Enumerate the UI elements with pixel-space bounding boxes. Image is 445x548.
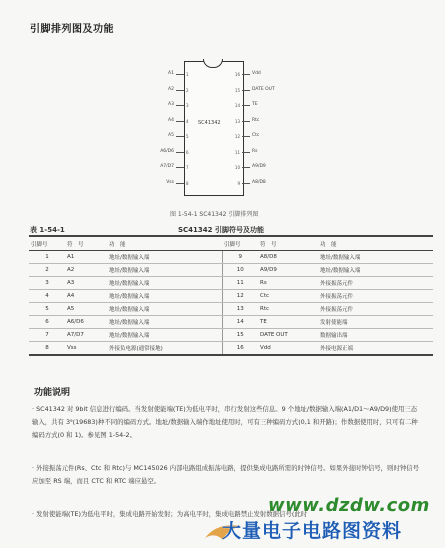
ic-chip-name: SC41342 — [198, 120, 221, 126]
pin-number-right: 10 — [234, 165, 240, 170]
table-row — [29, 277, 433, 290]
pin-lead-left — [176, 90, 184, 91]
cell-symbol-2: Rtc — [258, 303, 318, 316]
table-row — [29, 342, 433, 356]
cell-symbol: A1 — [65, 251, 107, 264]
paragraph-3: · 发射使能端(TE)为低电平时，集成电路开始发射；为高电平时，集成电路禁止发射数据信号(此时 — [32, 510, 308, 518]
cell-function-2: 外接振荡元件 — [318, 303, 433, 316]
cell-pin-no: 6 — [29, 316, 65, 329]
cell-function-2: 外接电源正端 — [318, 342, 433, 356]
cell-function-2: 外接振荡元件 — [318, 277, 433, 290]
table-header-row — [29, 236, 433, 251]
cell-pin-no-2: 16 — [222, 342, 258, 356]
cell-symbol: A5 — [65, 303, 107, 316]
cell-function: 地址/数据输入端 — [107, 277, 222, 290]
cell-symbol: Vss — [65, 342, 107, 356]
cell-function-2: 数据输出端 — [318, 329, 433, 342]
table-title: SC41342 引脚符号及功能 — [178, 226, 264, 234]
table-row — [29, 329, 433, 342]
cell-symbol: A7/D7 — [65, 329, 107, 342]
page-heading: 引脚排列图及功能 — [30, 24, 114, 35]
cell-function-2: 外接振荡元件 — [318, 290, 433, 303]
cell-symbol: A4 — [65, 290, 107, 303]
cell-symbol-2: Ctc — [258, 290, 318, 303]
cell-function: 地址/数据输入端 — [107, 303, 222, 316]
cell-pin-no-2: 11 — [222, 277, 258, 290]
pin-label-left: A2 — [168, 86, 174, 92]
pin-lead-right — [242, 136, 250, 137]
pin-lead-right — [242, 183, 250, 184]
pin-lead-left — [176, 121, 184, 122]
cell-symbol-2: A8/D8 — [258, 251, 318, 264]
pin-number-right: 11 — [234, 149, 240, 155]
cell-function: 地址/数据输入端 — [107, 251, 222, 264]
section-title: 功能说明 — [34, 388, 71, 398]
cell-pin-no: 7 — [29, 329, 65, 342]
cell-pin-no: 5 — [29, 303, 65, 316]
cell-symbol-2: DATE OUT — [258, 329, 318, 342]
pin-label-left: Vss — [166, 179, 174, 185]
pin-label-right: A9/D9 — [252, 164, 266, 169]
cell-pin-no: 1 — [29, 251, 65, 264]
pin-number-right: 14 — [234, 103, 240, 108]
pin-number-right: 12 — [234, 134, 240, 139]
cell-pin-no-2: 12 — [222, 290, 258, 303]
cell-function: 地址/数据输入端 — [107, 290, 222, 303]
pin-number-left: 1 — [186, 72, 189, 77]
cell-pin-no-2: 10 — [222, 264, 258, 277]
cell-function-2: 发射使能端 — [318, 316, 433, 329]
cell-pin-no: 3 — [29, 277, 65, 290]
pin-label-right: TE — [252, 102, 258, 107]
pin-label-left: A6/D6 — [160, 148, 174, 154]
pin-number-right: 9 — [237, 180, 240, 186]
pin-lead-left — [176, 183, 184, 184]
pin-number-left: 8 — [186, 180, 189, 186]
cell-symbol-2: Vdd — [258, 342, 318, 356]
header-pin-no-2: 引脚号 — [222, 236, 258, 251]
pin-number-left: 7 — [186, 165, 189, 170]
cell-function-2: 地址/数据输入端 — [318, 251, 433, 264]
pin-lead-left — [176, 136, 184, 137]
pin-lead-right — [242, 152, 250, 153]
pin-lead-left — [176, 74, 184, 75]
pin-number-right: 15 — [234, 87, 240, 93]
pin-lead-right — [242, 90, 250, 91]
cell-function: 地址/数据输入端 — [107, 264, 222, 277]
header-symbol: 符 号 — [65, 236, 107, 251]
table-row — [29, 303, 433, 316]
cell-function-2: 地址/数据输入端 — [318, 264, 433, 277]
header-function: 功 能 — [107, 236, 222, 251]
pin-number-left: 5 — [186, 134, 189, 139]
pin-lead-left — [176, 152, 184, 153]
pin-number-left: 6 — [186, 149, 189, 155]
watermark-url: www.dzdw.com — [268, 495, 430, 516]
pin-number-left: 2 — [186, 87, 189, 93]
cell-pin-no-2: 15 — [222, 329, 258, 342]
pin-label-right: DATE OUT — [252, 86, 275, 92]
cell-function: 外接负电源(通常接地) — [107, 342, 222, 356]
pin-label-right: Rs — [252, 148, 258, 154]
header-symbol-2: 符 号 — [258, 236, 318, 251]
figure-caption: 图 1-54-1 SC41342 引脚排列图 — [170, 211, 259, 218]
pin-lead-left — [176, 105, 184, 106]
cell-pin-no-2: 9 — [222, 251, 258, 264]
pin-label-left: A5 — [168, 133, 174, 138]
pin-label-left: A1 — [168, 71, 174, 76]
pin-lead-right — [242, 167, 250, 168]
cell-function: 地址/数据输入端 — [107, 329, 222, 342]
cell-function: 地址/数据输入端 — [107, 316, 222, 329]
table-label: 表 1-54-1 — [30, 226, 65, 234]
pin-number-left: 4 — [186, 118, 189, 124]
pin-label-left: A4 — [168, 117, 174, 123]
table-row — [29, 290, 433, 303]
cell-pin-no: 2 — [29, 264, 65, 277]
pin-function-table — [29, 235, 433, 356]
cell-symbol-2: Rs — [258, 277, 318, 290]
cell-pin-no-2: 14 — [222, 316, 258, 329]
pin-lead-right — [242, 105, 250, 106]
pin-number-right: 13 — [234, 118, 240, 124]
cell-pin-no: 4 — [29, 290, 65, 303]
table-row — [29, 264, 433, 277]
pin-lead-right — [242, 121, 250, 122]
header-function-2: 功 能 — [318, 236, 433, 251]
cell-symbol-2: A9/D9 — [258, 264, 318, 277]
pin-number-right: 16 — [234, 72, 240, 77]
pin-label-right: Rtc — [252, 117, 260, 123]
cell-symbol-2: TE — [258, 316, 318, 329]
pin-lead-left — [176, 167, 184, 168]
pin-lead-right — [242, 74, 250, 75]
cell-symbol: A2 — [65, 264, 107, 277]
pin-label-right: A8/D8 — [252, 179, 266, 185]
cell-symbol: A3 — [65, 277, 107, 290]
pin-label-left: A3 — [168, 102, 174, 107]
pin-number-left: 3 — [186, 103, 189, 108]
ic-body — [184, 61, 244, 196]
paragraph-2: · 外接振荡元件(Rs、Ctc 和 Rtc)与 MC145026 内部电路组成振荡电路，提供集成电路所需的时钟信号。如果外接时钟信号，则时钟信号应加至 RS 端，而且 CTC 和 RTC 端应悬空。 — [32, 464, 420, 485]
cell-pin-no-2: 13 — [222, 303, 258, 316]
cell-symbol: A6/D6 — [65, 316, 107, 329]
paragraph-1: · SC41342 对 9bit 信息进行编码。当发射使能端(TE)为低电平时，串行发射这些信息。9 个地址/数据输入端(A1/D1～A9/D9)使用三态输入，共有 3⁹(19683)种不同的编码方式。地址/数据输入端作地址使用时，可有三种编码方式(0,1 和开路)；作数据使用时，只可有二种编码方式(0 和 1)。参见图 1-54-2。 — [32, 405, 418, 439]
table-row — [29, 251, 433, 264]
pin-label-left: A7/D7 — [160, 164, 174, 169]
watermark-cn: 大量电子电路图资料 — [222, 520, 403, 542]
pin-label-right: Vdd — [252, 71, 261, 76]
pin-label-right: Ctc — [252, 133, 260, 138]
table-row — [29, 316, 433, 329]
cell-pin-no: 8 — [29, 342, 65, 356]
header-pin-no: 引脚号 — [29, 236, 65, 251]
